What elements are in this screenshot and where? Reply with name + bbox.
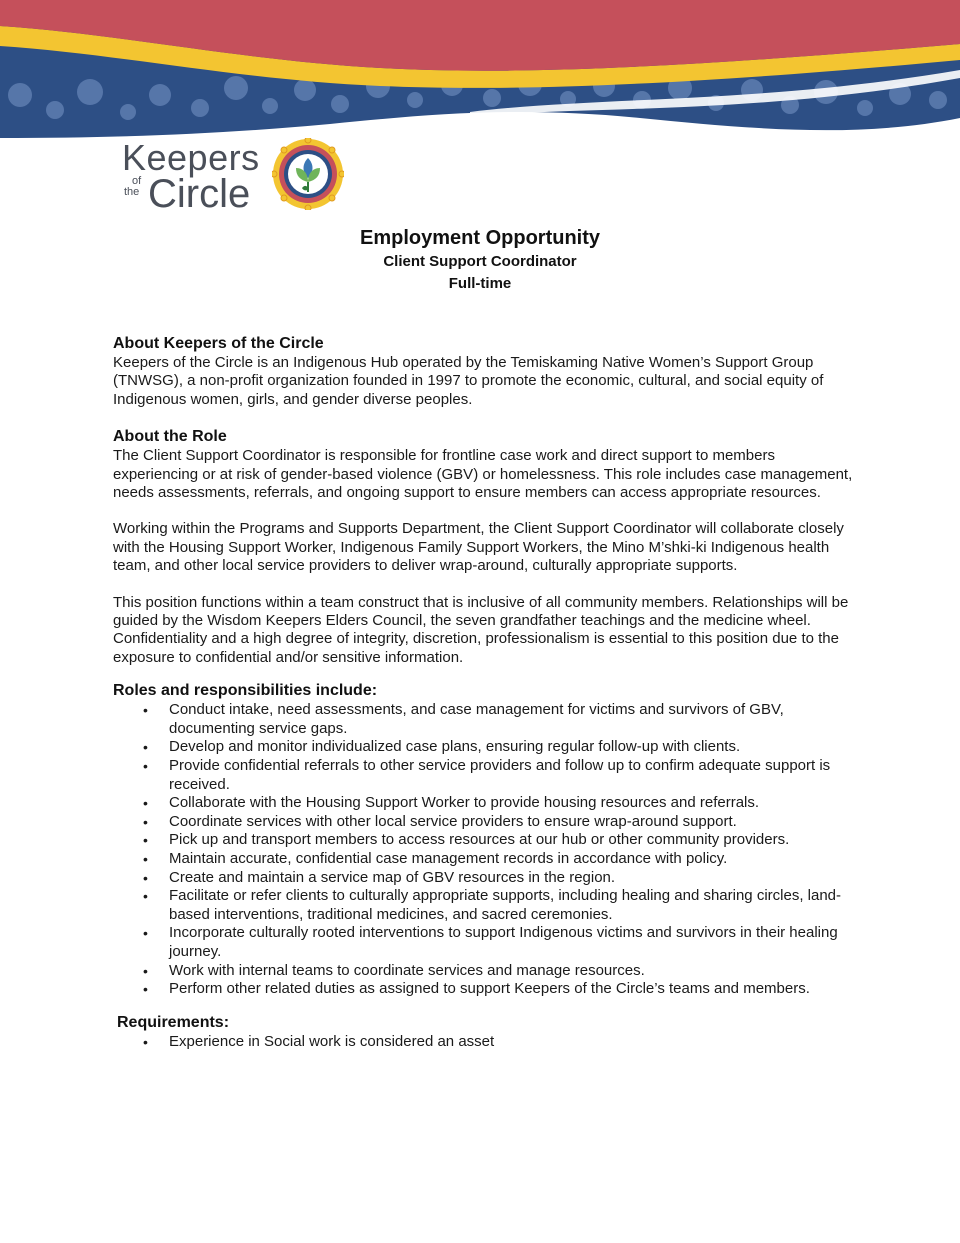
list-item: • Coordinate services with other local service providers to ensure wrap-around support. (169, 813, 853, 832)
about-role-section (113, 427, 853, 667)
about-role-heading: About the Role (113, 428, 227, 446)
requirements-list (113, 1033, 853, 1052)
list-item: • Incorporate culturally rooted interventions to support Indigenous victims and survivors in their healing journey. (169, 924, 853, 961)
page-title: Employment Opportunity (360, 227, 600, 249)
list-item: • Conduct intake, need assessments, and case management for victims and survivors of GBV, documenting service gaps. (169, 701, 853, 738)
medicine-wheel-flower-icon (272, 138, 344, 210)
list-item: • Create and maintain a service map of GBV resources in the region. (169, 869, 853, 888)
organization-logo (120, 138, 345, 218)
list-item: • Maintain accurate, confidential case management records in accordance with policy. (169, 850, 853, 869)
requirements-section (113, 1013, 853, 1052)
logo-text-keepers: Keepers (122, 137, 260, 178)
list-item: • Pick up and transport members to access resources at our hub or other community providers. (169, 831, 853, 850)
about-role-paragraph-2: Working within the Programs and Supports Department, the Client Support Coordinator will collaborate closely with the Housing Support Worker, Indigenous Family Support Workers, the Mino M’shki-ki Indigenous health team, and other local service providers to deliver wrap-around, culturally appropriate supports. (113, 520, 844, 575)
about-org-section (113, 334, 853, 409)
list-item: • Work with internal teams to coordinate services and manage resources. (169, 962, 853, 981)
list-item: • Collaborate with the Housing Support Worker to provide housing resources and referrals. (169, 794, 853, 813)
position-title: Client Support Coordinator (383, 253, 577, 270)
list-item: • Facilitate or refer clients to culturally appropriate supports, including healing and sharing circles, land-based interventions, traditional medicines, and sacred ceremonies. (169, 887, 853, 924)
list-item: • Provide confidential referrals to other service providers and follow up to confirm adequate support is received. (169, 757, 853, 794)
header-wave-banner (0, 0, 960, 150)
list-item: • Develop and monitor individualized case plans, ensuring regular follow-up with clients. (169, 738, 853, 757)
logo-text-circle: Circle (148, 172, 251, 216)
logo-text-the: the (124, 186, 140, 198)
requirements-heading: Requirements: (117, 1013, 230, 1031)
document-body (113, 334, 853, 1051)
responsibilities-list (113, 701, 853, 999)
responsibilities-section (113, 681, 853, 999)
about-org-heading: About Keepers of the Circle (113, 335, 324, 352)
about-org-paragraph: Keepers of the Circle is an Indigenous Hub operated by the Temiskaming Native Women’s Support Group (TNWSG), a non-profit organization founded in 1997 to promote the economic, cultural, and social equity of Indigenous women, girls, and gender diverse peoples. (113, 354, 824, 408)
responsibilities-heading: Roles and responsibilities include: (113, 682, 378, 700)
about-role-paragraph-3: This position functions within a team construct that is inclusive of all community members. Relationships will be guided by the Wisdom Keepers Elders Council, the seven grandfather teachings and the medicine wheel. Confidentiality and a high degree of integrity, discretion, professionalism is essential to this position due to the exposure to confidential and/or sensitive information. (113, 593, 849, 666)
list-item: • Experience in Social work is considered an asset (169, 1033, 853, 1052)
about-role-paragraph-1: The Client Support Coordinator is responsible for frontline case work and direct support to members experiencing or at risk of gender-based violence (GBV) or homelessness. This role includes case management, needs assessments, referrals, and ongoing support to ensure members can access appropriate resources. (113, 447, 853, 502)
list-item: • Perform other related duties as assigned to support Keepers of the Circle’s teams and members. (169, 980, 853, 999)
logo-text-of: of (132, 175, 142, 187)
employment-type: Full-time (448, 275, 512, 292)
